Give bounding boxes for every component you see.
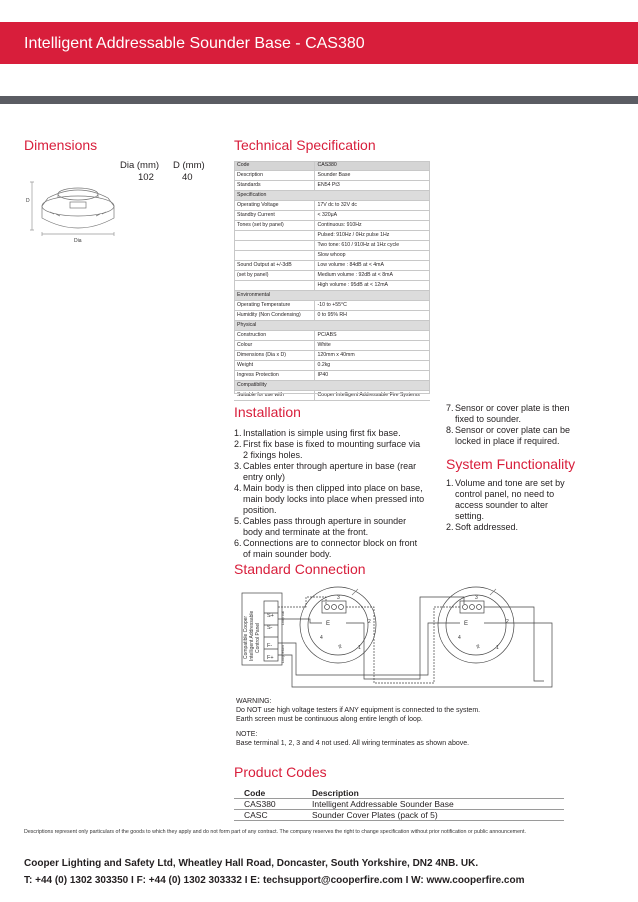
- spec-value: Sounder Base: [314, 171, 430, 181]
- base2-earth: E: [464, 621, 469, 627]
- spec-row: [234, 181, 430, 191]
- base2-mark: IN: [475, 643, 482, 650]
- list-item-text: Soft addressed.: [455, 522, 519, 532]
- panel-label-2: Intelligent Addressable: [249, 610, 255, 661]
- spec-value: Low volume : 84dB at < 4mA: [314, 261, 430, 271]
- terminal-f-plus: F+: [267, 655, 274, 661]
- connector-block-1: [322, 601, 346, 613]
- spec-value: < 320μA: [314, 211, 430, 221]
- base1-earth: E: [326, 621, 331, 627]
- spec-value: EN54 Pt3: [314, 181, 430, 191]
- spec-key: [234, 281, 314, 291]
- product-codes-heading: Product Codes: [234, 764, 327, 780]
- spec-table: [234, 161, 430, 401]
- warning-line-2: Earth screen must be continuous along entire length of loop.: [236, 716, 423, 723]
- disclaimer: Descriptions represent only particulars of the goods to which they apply and do not form part of any contract. The company reserves the right to change specification without prior notification or public announcement.: [24, 829, 526, 835]
- spec-key: Suitable for use with: [234, 391, 314, 401]
- sounder-base-drawing: [24, 160, 120, 248]
- spec-row: [234, 221, 430, 231]
- product-code-2: CASC: [244, 810, 268, 820]
- list-number: 6.: [234, 538, 242, 548]
- spec-value: Slow whoop: [314, 251, 430, 261]
- spec-key: Standby Current: [234, 211, 314, 221]
- product-code-col-header: Code: [244, 788, 266, 798]
- list-item-text: of main sounder body.: [243, 549, 332, 559]
- product-table-rule: [234, 820, 564, 821]
- list-item-text: 2 fixings holes.: [243, 450, 303, 460]
- list-item: [234, 461, 439, 483]
- spec-value: High volume : 95dB at < 12mA: [314, 281, 430, 291]
- list-number: 8.: [446, 425, 454, 435]
- spec-row: [234, 351, 430, 361]
- base1-num-1: 1: [358, 645, 361, 651]
- spec-key: Dimensions (Dia x D): [234, 351, 314, 361]
- list-item: [234, 516, 439, 538]
- spec-key: Colour: [234, 341, 314, 351]
- spec-row: [234, 251, 430, 261]
- panel-label-3: Control Panel: [255, 622, 261, 653]
- spec-key: Description: [234, 171, 314, 181]
- spec-key: Sound Output at +/-3dB: [234, 261, 314, 271]
- spec-row: [234, 341, 430, 351]
- list-item: [446, 403, 626, 425]
- loop-out-label: Loop out: [281, 611, 285, 625]
- base1-num-3: 3: [337, 595, 340, 601]
- list-item: [234, 538, 439, 560]
- spec-value: 120mm x 40mm: [314, 351, 430, 361]
- spec-value: 0.2kg: [314, 361, 430, 371]
- spec-header-row: [234, 161, 430, 171]
- list-item-text: First fix base is fixed to mounting surface via: [243, 439, 421, 449]
- list-number: 7.: [446, 403, 454, 413]
- dia-header: Dia (mm): [120, 160, 160, 171]
- spec-value: Pulsed: 910Hz / 0Hz pulse 1Hz: [314, 231, 430, 241]
- spec-key: Operating Temperature: [234, 301, 314, 311]
- list-number: 4.: [234, 483, 242, 493]
- list-item-text: access sounder to alter: [455, 500, 549, 510]
- spec-section-label: Physical: [234, 321, 430, 331]
- base1-num-4: 4: [320, 635, 323, 641]
- list-number: 5.: [234, 516, 242, 526]
- list-item-text: fixed to sounder.: [455, 414, 522, 424]
- spec-row: [234, 211, 430, 221]
- spec-key: Humidity (Non Condensing): [234, 311, 314, 321]
- spec-key: Ingress Protection: [234, 371, 314, 381]
- spec-row: [234, 331, 430, 341]
- spec-row: [234, 371, 430, 381]
- note-title: NOTE:: [236, 731, 258, 738]
- spec-row: [234, 391, 430, 401]
- spec-key: Code: [234, 161, 314, 171]
- list-number: 2.: [234, 439, 242, 449]
- spec-value: 0 to 95% RH: [314, 311, 430, 321]
- spec-key: Standards: [234, 181, 314, 191]
- spec-row: [234, 231, 430, 241]
- spec-row: [234, 261, 430, 271]
- spec-row: [234, 281, 430, 291]
- spec-row: [234, 311, 430, 321]
- base2-num-2: 2: [506, 619, 509, 625]
- spec-row: [234, 361, 430, 371]
- list-number: 1.: [446, 478, 454, 488]
- product-desc-2: Sounder Cover Plates (pack of 5): [312, 810, 438, 820]
- spec-section-row: [234, 291, 430, 301]
- spec-key: [234, 251, 314, 261]
- spec-value: Medium volume : 92dB at < 8mA: [314, 271, 430, 281]
- list-item-text: main body locks into place when pressed into: [243, 494, 425, 504]
- list-item-text: Main body is then clipped into place on base,: [243, 483, 423, 493]
- list-item: [446, 425, 626, 447]
- product-desc-col-header: Description: [312, 788, 359, 798]
- company-address: Cooper Lighting and Safety Ltd, Wheatley Hall Road, Doncaster, South Yorkshire, DN2 4NB. UK.: [24, 858, 479, 869]
- terminal-s-minus: S-: [267, 625, 273, 631]
- list-item-text: Cables pass through aperture in sounder: [243, 516, 407, 526]
- spec-section-row: [234, 321, 430, 331]
- drawing-dia-label: Dia: [74, 238, 82, 244]
- installation-list-continued: [446, 403, 626, 447]
- list-item: [446, 522, 626, 533]
- list-item-text: Cables enter through aperture in base (rear: [243, 461, 417, 471]
- base2-num-3: 3: [475, 595, 478, 601]
- list-number: 3.: [234, 461, 242, 471]
- spec-value: White: [314, 341, 430, 351]
- product-desc-1: Intelligent Addressable Sounder Base: [312, 799, 454, 809]
- loop-return-label: Loop return: [281, 645, 285, 663]
- base2-num-1: 1: [496, 645, 499, 651]
- list-item-text: Sensor or cover plate is then: [455, 403, 570, 413]
- list-item-text: entry only): [243, 472, 286, 482]
- terminal-f-minus: F-: [267, 643, 273, 649]
- page-title: Intelligent Addressable Sounder Base - CAS380: [24, 35, 365, 52]
- terminal-s-plus: S+: [267, 613, 274, 619]
- spec-key: (set by panel): [234, 271, 314, 281]
- wiring-diagram: [234, 583, 564, 695]
- spec-value: IP40: [314, 371, 430, 381]
- connector-block-2: [460, 601, 484, 613]
- spec-value: Two tone: 610 / 910Hz at 1Hz cycle: [314, 241, 430, 251]
- spec-row: [234, 241, 430, 251]
- d-value: 40: [182, 172, 193, 183]
- spec-value: PC/ABS: [314, 331, 430, 341]
- spec-key: Tones (set by panel): [234, 221, 314, 231]
- spec-key: [234, 231, 314, 241]
- spec-section-label: Specification: [234, 191, 430, 201]
- system-functionality-list: [446, 478, 626, 533]
- spec-row: [234, 301, 430, 311]
- list-item-text: control panel, no need to: [455, 489, 555, 499]
- spec-key: Weight: [234, 361, 314, 371]
- panel-label-1: Compatible Cooper: [243, 615, 249, 659]
- spec-value: Cooper Intelligent Addressable Fire Systems: [314, 391, 430, 401]
- standard-connection-heading: Standard Connection: [234, 561, 366, 577]
- list-item-text: locked in place if required.: [455, 436, 560, 446]
- spec-row: [234, 171, 430, 181]
- dimensions-heading: Dimensions: [24, 137, 98, 153]
- base1-mark: IN: [337, 643, 344, 650]
- installation-heading: Installation: [234, 404, 301, 420]
- company-contact: T: +44 (0) 1302 303350 I F: +44 (0) 1302 303332 I E: techsupport@cooperfire.com I W: www.cooperfire.com: [24, 875, 525, 886]
- product-code-1: CAS380: [244, 799, 276, 809]
- system-functionality-heading: System Functionality: [446, 456, 576, 472]
- list-item-text: position.: [243, 505, 277, 515]
- spec-key: [234, 241, 314, 251]
- spec-value: -10 to +55°C: [314, 301, 430, 311]
- list-item: [234, 483, 439, 516]
- spec-value: 17V dc to 32V dc: [314, 201, 430, 211]
- list-item-text: Installation is simple using first fix base.: [243, 428, 401, 438]
- note-line-1: Base terminal 1, 2, 3 and 4 not used. All wiring terminates as shown above.: [236, 740, 470, 747]
- list-item-text: Connections are to connector block on front: [243, 538, 418, 548]
- dia-value: 102: [138, 172, 154, 183]
- list-number: 2.: [446, 522, 454, 532]
- spec-key: Operating Voltage: [234, 201, 314, 211]
- spec-section-row: [234, 191, 430, 201]
- d-header: D (mm): [173, 160, 205, 171]
- spec-key: Construction: [234, 331, 314, 341]
- divider-bar: [0, 96, 638, 104]
- warning-title: WARNING:: [236, 698, 272, 705]
- spec-section-row: [234, 381, 430, 391]
- spec-section-label: Environmental: [234, 291, 430, 301]
- spec-section-label: Compatibility: [234, 381, 430, 391]
- base2-num-4: 4: [458, 635, 461, 641]
- spec-value: CAS380: [314, 161, 430, 171]
- installation-list: [234, 428, 439, 560]
- list-item: [446, 478, 626, 522]
- list-item-text: Sensor or cover plate can be: [455, 425, 571, 435]
- list-item: [234, 428, 439, 439]
- warning-line-1: Do NOT use high voltage testers if ANY equipment is connected to the system.: [236, 707, 481, 714]
- list-item-text: Volume and tone are set by: [455, 478, 565, 488]
- base1-num-2: 2: [368, 619, 371, 625]
- drawing-d-label: D: [26, 198, 30, 204]
- list-number: 1.: [234, 428, 242, 438]
- spec-row: [234, 271, 430, 281]
- list-item-text: body and terminate at the front.: [243, 527, 369, 537]
- list-item-text: setting.: [455, 511, 485, 521]
- terminal-block: [264, 601, 278, 661]
- list-item: [234, 439, 439, 461]
- spec-value: Continuous: 910Hz: [314, 221, 430, 231]
- spec-row: [234, 201, 430, 211]
- tech-spec-heading: Technical Specification: [234, 137, 376, 153]
